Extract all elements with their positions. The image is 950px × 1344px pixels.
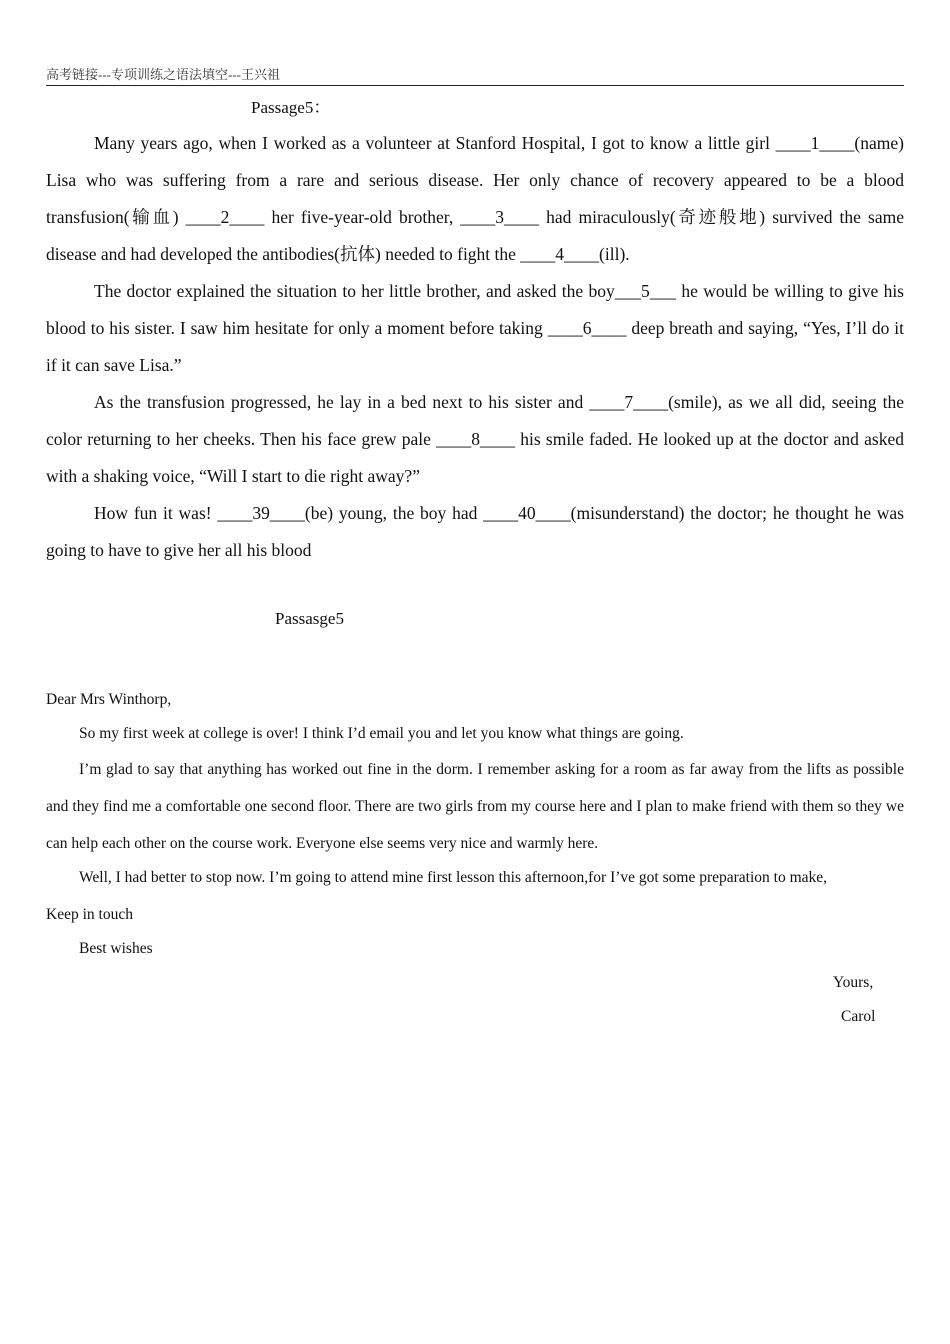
letter-best-wishes: Best wishes [79, 940, 153, 957]
letter-paragraph: Well, I had better to stop now. I’m going to attend mine first lesson this afternoon,for I’ve got some preparation to make, [79, 869, 828, 886]
letter-signature: Carol [841, 1008, 876, 1025]
letter-paragraph: I’m glad to say that anything has worked out fine in the dorm. I remember asking for a room as far away from the lifts as possible and they find me a comfortable one second floor. There are two girls from my course here and I plan to make friend with them so they we can help each other on the course work. Everyone else seems very nice and warmly here. [46, 761, 904, 852]
passage1-paragraph: The doctor explained the situation to her little brother, and asked the boy___5___ he would be willing to give his blood to his sister. I saw him hesitate for only a moment before taking ____6____ deep breath and saying, “Yes, I’ll do it if it can save Lisa.” [46, 281, 904, 375]
letter-closing: Yours, [833, 974, 874, 991]
passage1-title: Passage5： [251, 98, 331, 117]
letter-greeting: Dear Mrs Winthorp, [46, 691, 172, 708]
passage1-paragraph: How fun it was! ____39____(be) young, the boy had ____40____(misunderstand) the doctor; he thought he was going to have to give her all his blood [46, 503, 904, 560]
letter-paragraph: So my first week at college is over! I think I’d email you and let you know what things are going. [79, 725, 684, 742]
passage1-paragraph: Many years ago, when I worked as a volunteer at Stanford Hospital, I got to know a little girl ____1____(name) Lisa who was suffering from a rare and serious disease. Her only chance of recovery appeared to be a blood transfusion(输血) ____2____ her five-year-old brother, ____3____ had miraculously(奇迹般地) survived the same disease and had developed the antibodies(抗体) needed to fight the ____4____(ill). [46, 133, 904, 264]
passage2-title: Passasge5 [275, 609, 344, 628]
passage1-paragraph: As the transfusion progressed, he lay in a bed next to his sister and ____7____(smile), as we all did, seeing the color returning to her cheeks. Then his face grew pale ____8____ his smile faded. He looked up at the doctor and asked with a shaking voice, “Will I start to die right away?” [46, 392, 904, 486]
passage1-body [46, 125, 904, 569]
letter-keep-in-touch: Keep in touch [46, 906, 133, 923]
page-header: 高考链接---专项训练之语法填空---王兴祖 [46, 66, 904, 86]
